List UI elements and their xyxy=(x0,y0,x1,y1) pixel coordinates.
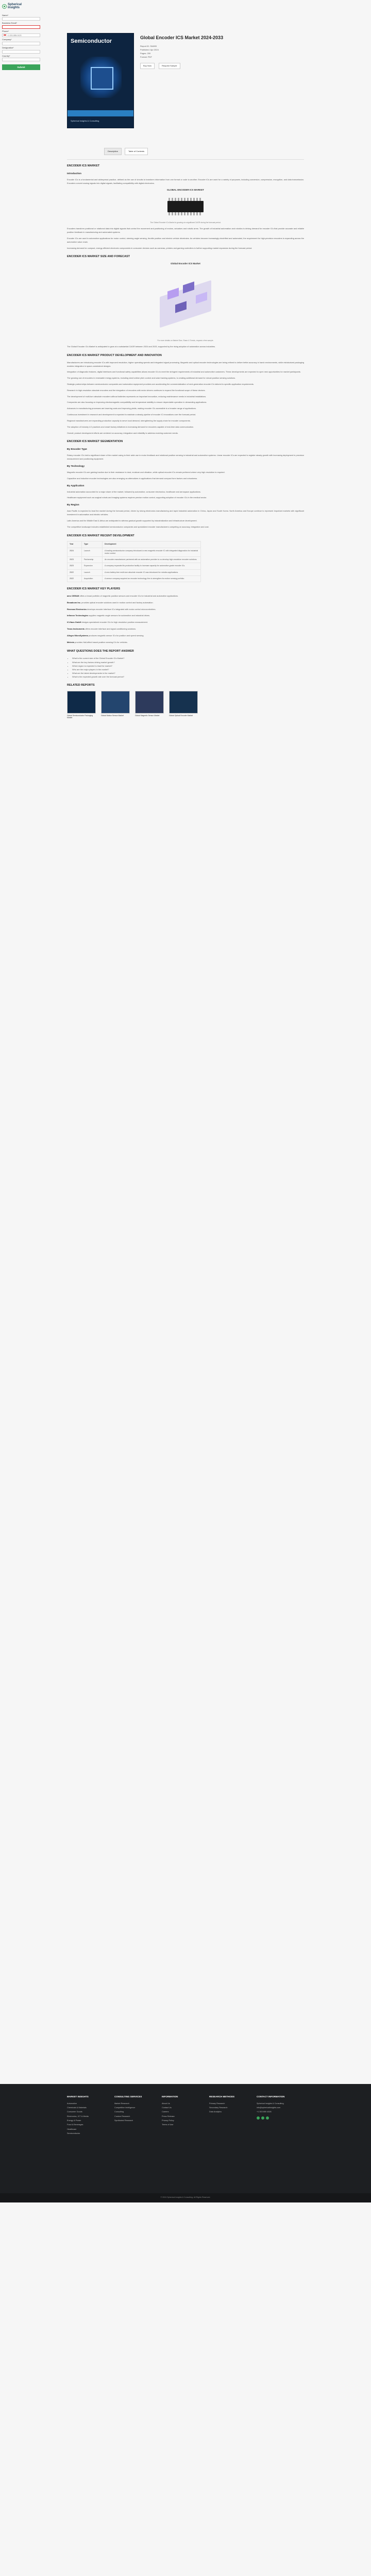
footer-contact xyxy=(257,2095,324,2136)
trend-title: ENCODER ICS MARKET PRODUCT DEVELOPMENT AND INNOVATION xyxy=(67,353,162,357)
footer-link[interactable]: Chemicals & Materials xyxy=(67,2106,87,2109)
footer-columns xyxy=(0,2084,371,2136)
table-cell: A sensor company acquired an encoder technology firm to strengthen its motion sensing portfolio. xyxy=(103,575,201,582)
faq-list xyxy=(72,656,304,678)
table-row xyxy=(68,575,201,582)
chip-pins-bottom xyxy=(168,212,203,215)
related-report-card[interactable] xyxy=(101,691,130,720)
sample-request-form xyxy=(0,12,42,72)
globe-logo-icon xyxy=(2,4,7,9)
report-meta xyxy=(140,44,304,59)
submit-button[interactable]: Submit xyxy=(2,64,40,70)
email-label: Business Email* xyxy=(2,22,17,25)
key-player-name: Melexis xyxy=(67,640,75,643)
footer-link[interactable]: Automotive xyxy=(67,2102,77,2105)
table-row xyxy=(68,563,201,569)
footer-link[interactable]: Contact Us xyxy=(162,2106,172,2109)
list-item: • Which region is expected to lead the market? xyxy=(72,664,304,668)
list-item: • What is the current size of the Global Encoder ICs Market? xyxy=(72,656,304,660)
paragraph: Encoders transform positional or rotational data into digital signals that control the movement and positioning of motors, actuators and robotic arms. The growth of industrial automation and robotics is driving demand for encoder ICs that provide accurate and reliable position feedback in manufacturing and automated systems. xyxy=(67,227,304,234)
table-header: Development xyxy=(103,541,201,548)
table-cell: Partnership xyxy=(82,557,103,563)
brand-name-line1: Spherical xyxy=(8,3,22,6)
segment-subtitle: By Encoder Type xyxy=(67,448,87,451)
footer-link[interactable]: Press Release xyxy=(162,2115,175,2117)
key-player-desc: supplies magnetic angle sensors for automotive and industrial drives. xyxy=(89,614,150,617)
paragraph: Regional manufacturers are expanding production capacity to serve local demand, strengthening the supply chain for encoder components. xyxy=(67,419,191,422)
company-label: Company* xyxy=(2,38,12,41)
paragraph: Encoder ICs are used in automotive applications for motor control, steering angle sensing, throttle position and electric vehicle drivetrains. As vehicles become increasingly electrified and automated, the requirement for high-precision encoders is expanding across the automotive value chain. xyxy=(67,236,304,243)
table-cell: An encoder manufacturer partnered with an automation provider to co-develop high-resolution encoder solutions. xyxy=(103,557,201,563)
paragraph: Companies are also focusing on improving electromagnetic compatibility and temperature stability to ensure dependable operation in demanding applications. xyxy=(67,401,207,404)
footer-link[interactable]: Food & Beverages xyxy=(67,2124,83,2126)
cover-title: Semiconductor xyxy=(71,38,112,44)
lead-form-sidebar xyxy=(0,0,42,71)
paragraph: Healthcare equipment such as surgical robots and imaging systems requires precise motion control, supporting adoption of encoder ICs in the medical sector. xyxy=(67,496,207,499)
footer-link[interactable]: Consumer Goods xyxy=(67,2111,82,2113)
key-players-title: ENCODER ICS MARKET KEY PLAYERS xyxy=(67,587,120,590)
email-field[interactable] xyxy=(2,25,40,29)
segment-subtitle: By Region xyxy=(67,504,79,507)
tab-table-of-contents[interactable]: Table of Contents xyxy=(125,148,148,155)
report-main xyxy=(67,0,304,722)
key-player-desc: provides optical encoder solutions used in motion control and factory automation. xyxy=(81,601,154,604)
figure-2-caption: Global Encoder ICS Market xyxy=(171,262,200,265)
footer-heading: CONTACT INFORMATION xyxy=(257,2095,285,2098)
key-player-desc: produces magnetic sensor ICs for position and speed sensing. xyxy=(88,634,144,637)
isometric-infographic-image xyxy=(142,268,229,337)
buy-now-button[interactable]: Buy Now xyxy=(140,63,155,69)
brand-name-line2: Insights xyxy=(8,6,20,10)
recent-development-table xyxy=(67,541,201,582)
table-cell: 2023 xyxy=(68,557,82,563)
footer-link[interactable]: Syndicated Research xyxy=(114,2119,133,2122)
paragraph: The competitive landscape includes established semiconductor companies and specialized encoder manufacturers competing on accuracy, integration and cost. xyxy=(67,525,209,528)
key-player-item xyxy=(67,601,304,605)
related-report-card[interactable] xyxy=(135,691,164,720)
footer-heading: RESEARCH METHODS xyxy=(209,2095,235,2098)
divider xyxy=(67,159,304,160)
tab-description[interactable]: Description xyxy=(104,148,122,155)
table-cell: A new battery-free multi-turn absolute encoder IC was introduced for robotics applications. xyxy=(103,569,201,575)
facebook-icon[interactable] xyxy=(257,2116,260,2120)
table-cell: Launch xyxy=(82,548,103,556)
paragraph: Asia Pacific is expected to lead the market during the forecast period, driven by strong electronics manufacturing and rapid industrial automation in China, Japan and South Korea. North America and Europe continue to represent important markets with significant investment in automation and electric vehicles. xyxy=(67,510,304,516)
report-info xyxy=(140,33,304,128)
footer-link[interactable]: Terms of Use xyxy=(162,2124,174,2126)
related-report-name[interactable]: Global Magnetic Sensor Market xyxy=(135,714,160,717)
report-tabs xyxy=(104,148,304,155)
footer-link[interactable]: Semiconductor xyxy=(67,2132,80,2134)
paragraph: Latin America and the Middle East & Africa are anticipated to witness gradual growth supported by industrialization and infrastructure development. xyxy=(67,519,197,522)
related-report-card[interactable] xyxy=(169,691,198,720)
chip-illustration-icon xyxy=(80,57,122,98)
paragraph: Advances in manufacturing processes are lowering costs and improving yields, making encoder ICs accessible to a broader range of applications. xyxy=(67,407,196,410)
recent-development-title: ENCODER ICS MARKET RECENT DEVELOPMENT xyxy=(67,534,134,537)
contact-email[interactable]: info@sphericalinsights.com xyxy=(257,2106,281,2109)
paragraph: Industrial automation accounted for a major share of the market, followed by automotive, consumer electronics, healthcare and aerospace applications. xyxy=(67,490,201,493)
report-format: Format: PDF xyxy=(140,56,152,59)
related-report-thumbnail xyxy=(135,691,164,714)
report-id: Report ID: SI4893 xyxy=(140,44,157,47)
paragraph: Increasing demand for compact, energy-efficient electronic components in consumer devices such as cameras, printers and gaming controllers is further supporting market expansion during the forecast period. xyxy=(67,246,252,249)
twitter-icon[interactable] xyxy=(261,2116,264,2120)
key-player-name: Texas Instruments xyxy=(67,628,85,631)
key-player-item xyxy=(67,641,304,645)
key-player-desc: develops encoder interface ICs integrated with motor control microcontrollers. xyxy=(87,607,156,611)
footer-link[interactable]: Privacy Policy xyxy=(162,2119,174,2122)
footer-link[interactable]: Careers xyxy=(162,2111,169,2113)
footer-column xyxy=(162,2095,202,2136)
key-player-item xyxy=(67,621,304,624)
list-item: • Who are the major players in the market? xyxy=(72,668,304,671)
paragraph: Research in high-resolution absolute encoders and the integration of encoders with motor drivers continues to expand the functional scope of these devices. xyxy=(67,388,206,392)
footer-link[interactable]: Market Research xyxy=(114,2102,129,2105)
table-header: Type xyxy=(82,541,103,548)
key-player-item xyxy=(67,608,304,612)
key-player-item xyxy=(67,628,304,631)
footer-column xyxy=(67,2095,107,2136)
social-links xyxy=(257,2116,324,2120)
country-select[interactable] xyxy=(2,58,40,61)
key-player-name: Renesas Electronics xyxy=(67,607,87,611)
related-reports xyxy=(67,691,304,720)
table-cell: Expansion xyxy=(82,563,103,569)
footer-link[interactable]: Custom Research xyxy=(114,2115,130,2117)
segment-subtitle: By Application xyxy=(67,484,85,487)
related-report-thumbnail xyxy=(169,691,198,714)
paragraph: The growing use of encoders in renewable energy systems, including wind turbine pitch control and solar tracking systems, is creating additional demand for robust position sensing solutions. xyxy=(67,377,236,380)
table-cell: A leading semiconductor company introduced a new magnetic encoder IC with integrated diagnostics for industrial motor control. xyxy=(103,548,201,556)
key-player-desc: offers encoder interface and signal conditioning solutions. xyxy=(85,628,137,631)
table-cell: 2024 xyxy=(68,548,82,556)
table-row xyxy=(68,548,201,556)
country-flag-icon[interactable] xyxy=(4,35,6,37)
intro-paragraph: Encoder ICs is a fundamental and widespread practice, defined as the use of circuits to transform information from one format or code to another. Encoder ICs are used for a variety of purposes, including conversion, compression, encryption, and data transmission. Encoders convert analog signals into digital signals, facilitating compatibility with digital electronics. xyxy=(67,178,304,185)
key-player-name: Broadcom Inc. xyxy=(67,601,81,604)
copyright-bar: © 2024 Spherical Insights & Consulting. All Rights Reserved. xyxy=(0,2193,371,2202)
key-player-name: iC-Haus GmbH xyxy=(67,621,81,624)
figure-2-note[interactable]: For more details on Market Size, Share & Trends, request a free sample. xyxy=(157,339,214,342)
footer-link[interactable]: Secondary Research xyxy=(209,2106,228,2109)
footer-link[interactable]: Competitive Intelligence xyxy=(114,2106,136,2109)
cover-subtitle: Spherical Insights & Consulting xyxy=(71,120,99,123)
paragraph: Strategic partnerships between semiconductor companies and automation equipment providers are accelerating the commercialization of next-generation encoder ICs tailored to specific application requirements. xyxy=(67,383,254,385)
footer-link[interactable]: About Us xyxy=(162,2102,170,2105)
figure-1-note: The Global Encoder ICs Market is growing at a significant CAGR during the forecast period. xyxy=(150,222,221,224)
paragraph: Rotary encoder ICs held a significant share of the market owing to their wide use in motor feedback and rotational position sensing in industrial and automotive systems. Linear encoder ICs are expected to register steady growth with increasing deployment in precision measurement and positioning equipment. xyxy=(67,454,304,461)
phone-label: Phone* xyxy=(2,30,9,33)
paragraph: The development of multi-turn absolute encoders without batteries represents an important innovation, reducing maintenance needs in industrial installations. xyxy=(67,395,207,398)
table-row xyxy=(68,569,201,575)
table-cell: 2022 xyxy=(68,575,82,582)
cover-band xyxy=(68,110,133,116)
footer-link[interactable]: Energy & Power xyxy=(67,2119,81,2122)
footer-link[interactable]: Electronics, ICT & Media xyxy=(67,2115,89,2117)
phone-field[interactable] xyxy=(2,33,40,37)
footer-heading: CONSULTING SERVICES xyxy=(114,2095,142,2098)
faq-title: WHAT QUESTIONS DOES THE REPORT ANSWER xyxy=(67,649,134,653)
footer-column xyxy=(114,2095,155,2136)
paragraph: The Global Encoder ICs Market is anticipated to grow at a substantial CAGR between 2024 and 2033, supported by the rising adoption of automation across industries. xyxy=(67,345,216,348)
company-field[interactable] xyxy=(2,42,40,45)
related-report-name[interactable]: Global Optical Encoder Market xyxy=(169,714,193,717)
paragraph: Overall, product development efforts are centered on accuracy, integration and reliability to address evolving customer needs. xyxy=(67,431,178,434)
size-forecast-title: ENCODER ICS MARKET SIZE AND FORECAST xyxy=(67,255,130,259)
paragraph: Capacitive and inductive encoder technologies are also emerging as alternatives in applications that demand compact form factors and robustness. xyxy=(67,477,198,480)
figure-1-caption: GLOBAL ENCODER ICS MARKET xyxy=(167,188,204,191)
footer-heading: MARKET INSIGHTS xyxy=(67,2095,89,2098)
designation-label: Designation* xyxy=(2,46,14,49)
country-label: Country* xyxy=(2,54,10,57)
table-cell: Acquisition xyxy=(82,575,103,582)
table-cell: 2023 xyxy=(68,563,82,569)
contact-phone[interactable]: +1 303 800 4326 xyxy=(257,2111,272,2113)
list-item: • What are the key factors driving market growth? xyxy=(72,660,304,664)
related-reports-title: RELATED REPORTS xyxy=(67,683,95,687)
report-pages: Pages: 200 xyxy=(140,52,151,55)
key-player-item xyxy=(67,634,304,638)
table-cell: 2022 xyxy=(68,569,82,575)
paragraph: Continuous investment in research and development is expected to maintain a steady pipeline of encoder IC innovations over the forecast period. xyxy=(67,413,196,416)
related-report-name[interactable]: Global Motion Sensor Market xyxy=(101,714,124,717)
key-player-name: Infineon Technologies xyxy=(67,614,88,617)
report-published: Published: Apr 2024 xyxy=(140,48,159,51)
related-report-card[interactable] xyxy=(67,691,96,720)
key-player-desc: designs specialized encoder ICs for high-resolution position measurement. xyxy=(81,621,148,624)
related-report-name[interactable]: Global Semiconductor Packaging Market xyxy=(67,714,93,719)
footer-link[interactable]: Primary Research xyxy=(209,2102,225,2105)
request-sample-button[interactable]: Request Sample xyxy=(159,63,180,69)
intro-title: Introduction xyxy=(67,173,81,176)
segmentation-title: ENCODER ICS MARKET SEGMENTATION xyxy=(67,440,123,444)
report-title: Global Encoder ICS Market 2024-2033 xyxy=(140,35,224,40)
table-cell: A company expanded its production facility to increase capacity for automotive-grade encoder ICs. xyxy=(103,563,201,569)
report-hero xyxy=(67,0,304,128)
footer-link[interactable]: Consulting xyxy=(114,2111,124,2113)
company-name: Spherical Insights & Consulting xyxy=(257,2102,284,2105)
report-cover-image xyxy=(67,33,134,128)
segment-subtitle: By Technology xyxy=(67,465,85,468)
site-footer xyxy=(0,2084,371,2202)
phone-placeholder: +1 201-555-0123 xyxy=(7,34,22,37)
name-field[interactable] xyxy=(2,17,40,21)
brand-logo[interactable] xyxy=(0,0,42,12)
table-header: Year xyxy=(68,541,82,548)
key-player-desc: provides Hall-effect based position sensing ICs for vehicles. xyxy=(75,640,128,643)
market-title: ENCODER ICS MARKET xyxy=(67,164,100,168)
key-player-item xyxy=(67,614,304,618)
paragraph: Integration of diagnostic features, digital interfaces and functional safety capabilities allows encoder ICs to meet the stringent requirements of industrial and automotive customers. These developments are expected to open new opportunities for market participants. xyxy=(67,370,301,374)
key-player-item xyxy=(67,595,304,598)
related-report-thumbnail xyxy=(101,691,130,714)
paragraph: Magnetic encoder ICs are gaining traction due to their resistance to dust, moisture and vibration, while optical encoder ICs remain preferred where very high resolution is required. xyxy=(67,470,225,473)
list-item: • What is the expected growth rate over the forecast period? xyxy=(72,675,304,679)
paragraph: Manufacturers are introducing encoder ICs with improved resolution, higher operating speeds and integrated signal processing. Magnetic and optical encoder technologies are being refined to deliver better accuracy in harsh environments, while miniaturized packaging enables integration in space-constrained designs. xyxy=(67,361,304,367)
footer-heading: INFORMATION xyxy=(162,2095,178,2098)
key-player-name: Allegro MicroSystems xyxy=(67,634,88,637)
designation-field[interactable] xyxy=(2,50,40,54)
related-report-thumbnail xyxy=(67,691,96,714)
encoder-chip-image xyxy=(157,194,214,219)
footer-column xyxy=(209,2095,249,2136)
linkedin-icon[interactable] xyxy=(266,2116,269,2120)
footer-link[interactable]: Healthcare xyxy=(67,2128,77,2130)
key-player-desc: offers a broad portfolio of magnetic position sensors and encoder ICs for industrial and automotive applications. xyxy=(79,594,178,597)
table-cell: Launch xyxy=(82,569,103,575)
name-label: Name* xyxy=(2,13,9,16)
table-header-row xyxy=(68,541,201,548)
paragraph: The adoption of Industry 4.0 practices and smart factory initiatives is increasing demand for encoders capable of real-time data communication. xyxy=(67,425,194,428)
report-actions xyxy=(140,63,304,69)
key-player-name: ams OSRAM xyxy=(67,594,79,597)
list-item: • What are the latest developments in the market? xyxy=(72,671,304,675)
footer-link[interactable]: Data Analytics xyxy=(209,2111,222,2113)
chip-body xyxy=(167,201,204,212)
table-row xyxy=(68,557,201,563)
